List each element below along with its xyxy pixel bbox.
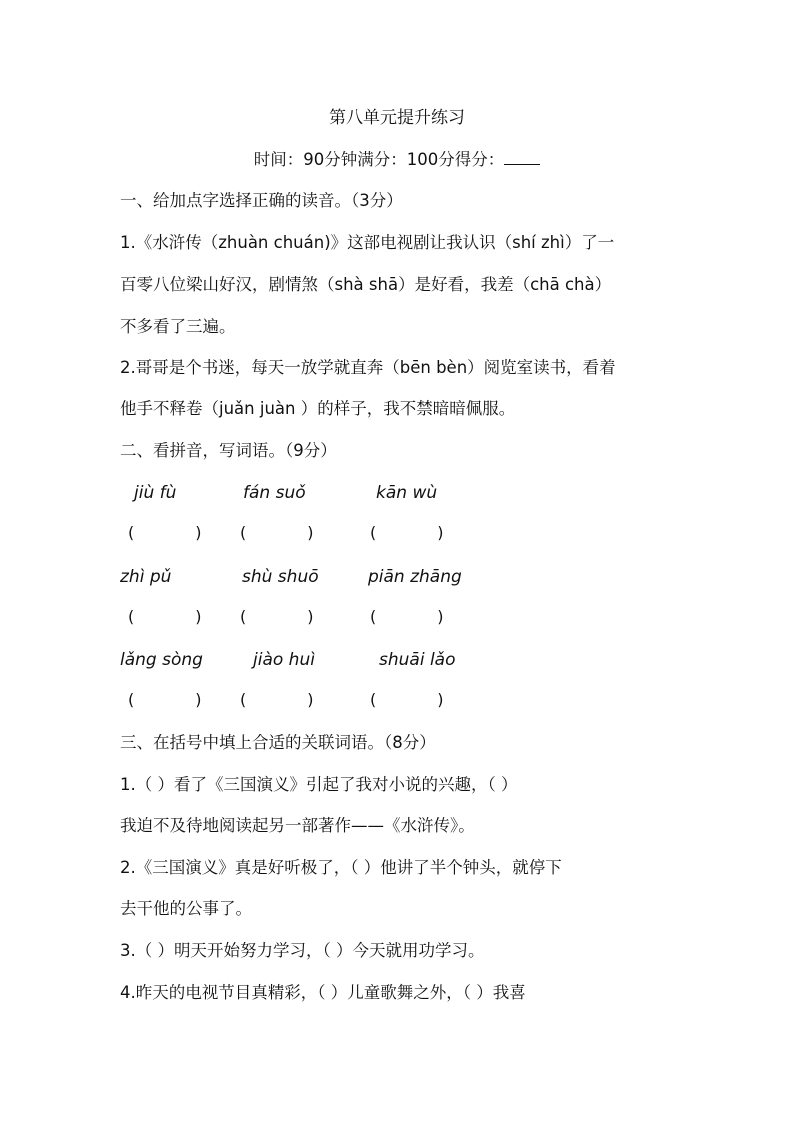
section-1-heading: 一、给加点字选择正确的读音。（3分） <box>120 191 403 210</box>
time-info: 时间：90分钟 <box>253 150 358 169</box>
page-title: 第八单元提升练习 <box>329 108 465 128</box>
section-2-heading: 二、看拼音，写词语。（9分） <box>120 441 337 460</box>
score-blank[interactable] <box>504 148 540 165</box>
pinyin-item: kān wù <box>376 483 438 503</box>
pinyin-item: shuāi lǎo <box>379 650 456 670</box>
pinyin-item: zhì pǔ <box>120 567 172 587</box>
answer-parentheses[interactable]: ( ) <box>240 523 314 542</box>
section-3-line-4: 去干他的公事了。 <box>120 899 252 918</box>
answer-parentheses[interactable]: ( ) <box>128 607 202 626</box>
pinyin-item: jiào huì <box>253 650 315 670</box>
pinyin-item: piān zhāng <box>368 567 462 587</box>
section-1-line-3: 不多看了三遍。 <box>120 317 236 336</box>
pinyin-item: fán suǒ <box>243 483 306 503</box>
answer-parentheses[interactable]: ( ) <box>128 523 202 542</box>
answer-parentheses[interactable]: ( ) <box>370 523 444 542</box>
section-1-line-1: 1.《水浒传（zhuàn chuán)》这部电视剧让我认识（shí zhì）了一 <box>120 233 615 252</box>
section-1-line-4: 2.哥哥是个书迷，每天一放学就直奔（bēn bèn）阅览室读书，看着 <box>120 358 616 377</box>
answer-parentheses[interactable]: ( ) <box>128 690 202 709</box>
full-score-info: 满分：100分 <box>357 150 455 169</box>
section-3-line-1: 1.（ ）看了《三国演义》引起了我对小说的兴趣，（ ） <box>120 775 518 794</box>
pinyin-item: lǎng sòng <box>120 650 203 670</box>
answer-parentheses[interactable]: ( ) <box>370 607 444 626</box>
answer-parentheses[interactable]: ( ) <box>240 607 314 626</box>
section-3-heading: 三、在括号中填上合适的关联词语。（8分） <box>120 733 436 752</box>
section-3-line-2: 我迫不及待地阅读起另一部著作——《水浒传》。 <box>120 816 475 835</box>
section-3-line-6: 4.昨天的电视节目真精彩，（ ）儿童歌舞之外，（ ）我喜 <box>120 983 526 1002</box>
section-3-line-3: 2.《三国演义》真是好听极了，（ ）他讲了半个钟头，就停下 <box>120 858 562 877</box>
answer-parentheses[interactable]: ( ) <box>370 690 444 709</box>
pinyin-item: jiù fù <box>134 483 177 503</box>
answer-parentheses[interactable]: ( ) <box>240 690 314 709</box>
section-1-line-5: 他手不释卷（juǎn juàn ）的样子，我不禁暗暗佩服。 <box>120 399 516 418</box>
exam-meta <box>0 148 794 172</box>
pinyin-item: shù shuō <box>242 567 319 587</box>
section-3-line-5: 3.（ ）明天开始努力学习，（ ）今天就用功学习。 <box>120 941 485 960</box>
section-1-line-2: 百零八位梁山好汉，剧情煞（shà shā）是好看，我差（chā chà） <box>120 275 612 294</box>
score-info: 得分： <box>454 150 505 169</box>
